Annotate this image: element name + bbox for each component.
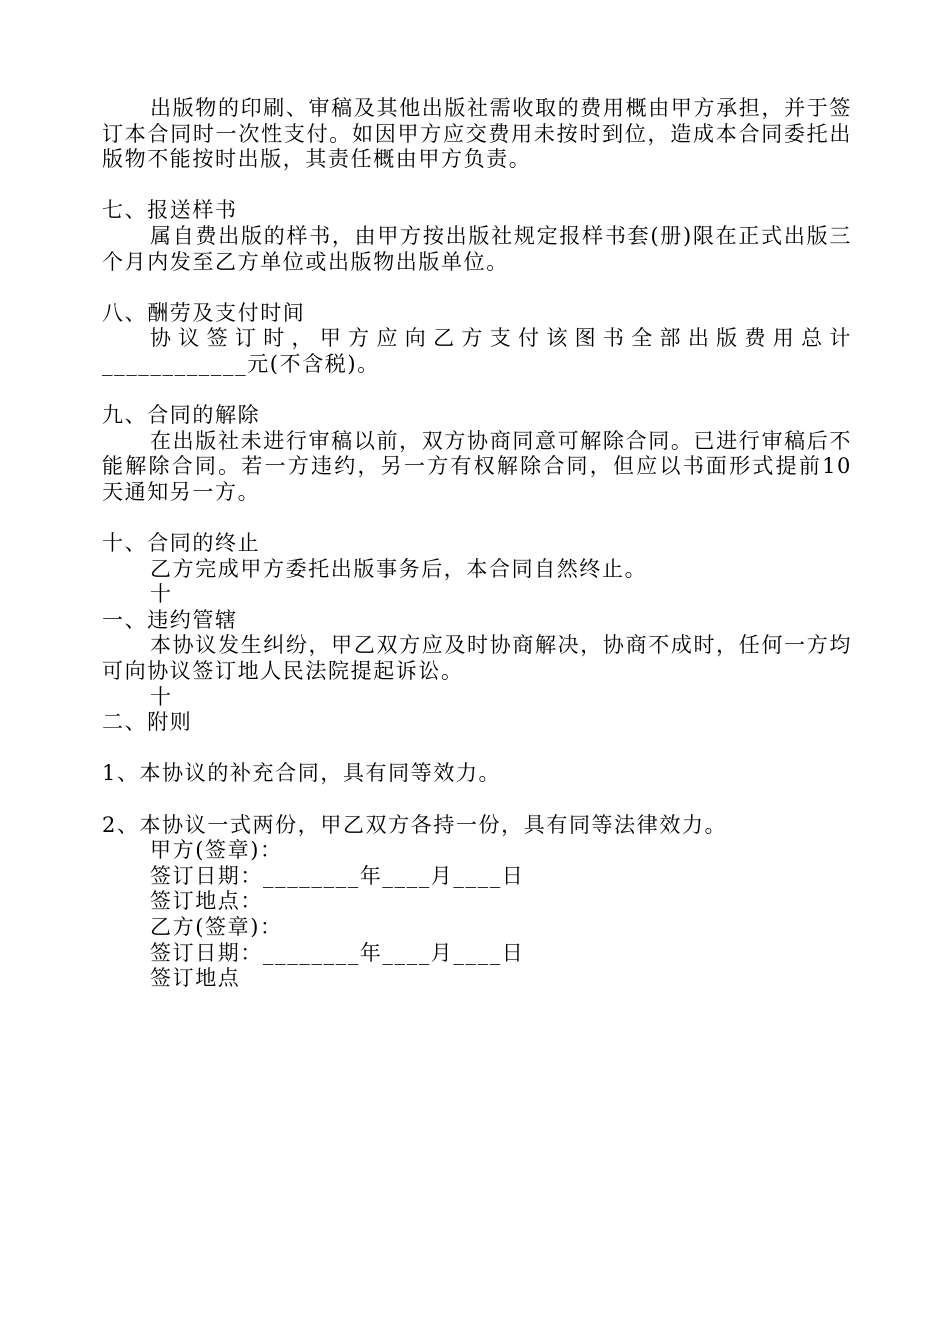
blank-line <box>102 173 852 199</box>
paragraph-jurisdiction: 本协议发生纠纷，甲乙双方应及时协商解决，协商不成时，任何一方均可向协议签订地人民法院提起诉讼。 <box>102 633 852 684</box>
section-number-fragment: 十 <box>150 582 173 607</box>
paragraph-payment: 协议签订时，甲方应向乙方支付该图书全部出版费用总计____________元(不含税)。 <box>102 326 852 376</box>
signing-place-a: 签订地点： <box>150 889 263 914</box>
blank-line <box>102 787 852 813</box>
section-heading-payment: 八、酬劳及支付时间 <box>102 300 306 325</box>
paragraph-fees: 出版物的印刷、审稿及其他出版社需收取的费用概由甲方承担，并于签订本合同时一次性支付。如因甲方应交费用未按时到位，造成本合同委托出版物不能按时出版，其责任概由甲方负责。 <box>102 96 852 172</box>
blank-line <box>102 506 852 532</box>
section-heading-appendix: 二、附则 <box>102 710 193 735</box>
paragraph-contract-end: 乙方完成甲方委托出版事务后，本合同自然终止。 <box>150 556 648 581</box>
blank-line <box>102 736 852 762</box>
signature-party-a: 甲方(签章)： <box>150 838 283 863</box>
signing-date-b: 签订日期：________年____月____日 <box>150 940 525 965</box>
blank-line <box>102 378 852 404</box>
section-heading-contract-end: 十、合同的终止 <box>102 531 261 556</box>
signing-place-b: 签订地点 <box>150 966 241 991</box>
document-page <box>102 96 852 992</box>
section-heading-sample-books: 七、报送样书 <box>102 198 238 223</box>
signature-party-b: 乙方(签章)： <box>150 915 283 939</box>
paragraph-rescission: 在出版社未进行审稿以前，双方协商同意可解除合同。已进行审稿后不能解除合同。若一方违约，另一方有权解除合同，但应以书面形式提前10天通知另一方。 <box>102 428 852 504</box>
blank-line <box>102 275 852 301</box>
section-heading-termination-rescission: 九、合同的解除 <box>102 403 261 428</box>
appendix-item-1: 1、本协议的补充合同，具有同等效力。 <box>102 761 502 786</box>
section-number-fragment: 十 <box>150 684 173 709</box>
appendix-item-2: 2、本协议一式两份，甲乙双方各持一份，具有同等法律效力。 <box>102 812 728 837</box>
section-heading-jurisdiction: 一、违约管辖 <box>102 607 238 632</box>
paragraph-sample-books: 属自费出版的样书，由甲方按出版社规定报样书套(册)限在正式出版三个月内发至乙方单位或出版物出版单位。 <box>102 223 852 274</box>
signing-date-a: 签订日期：________年____月____日 <box>150 863 525 888</box>
